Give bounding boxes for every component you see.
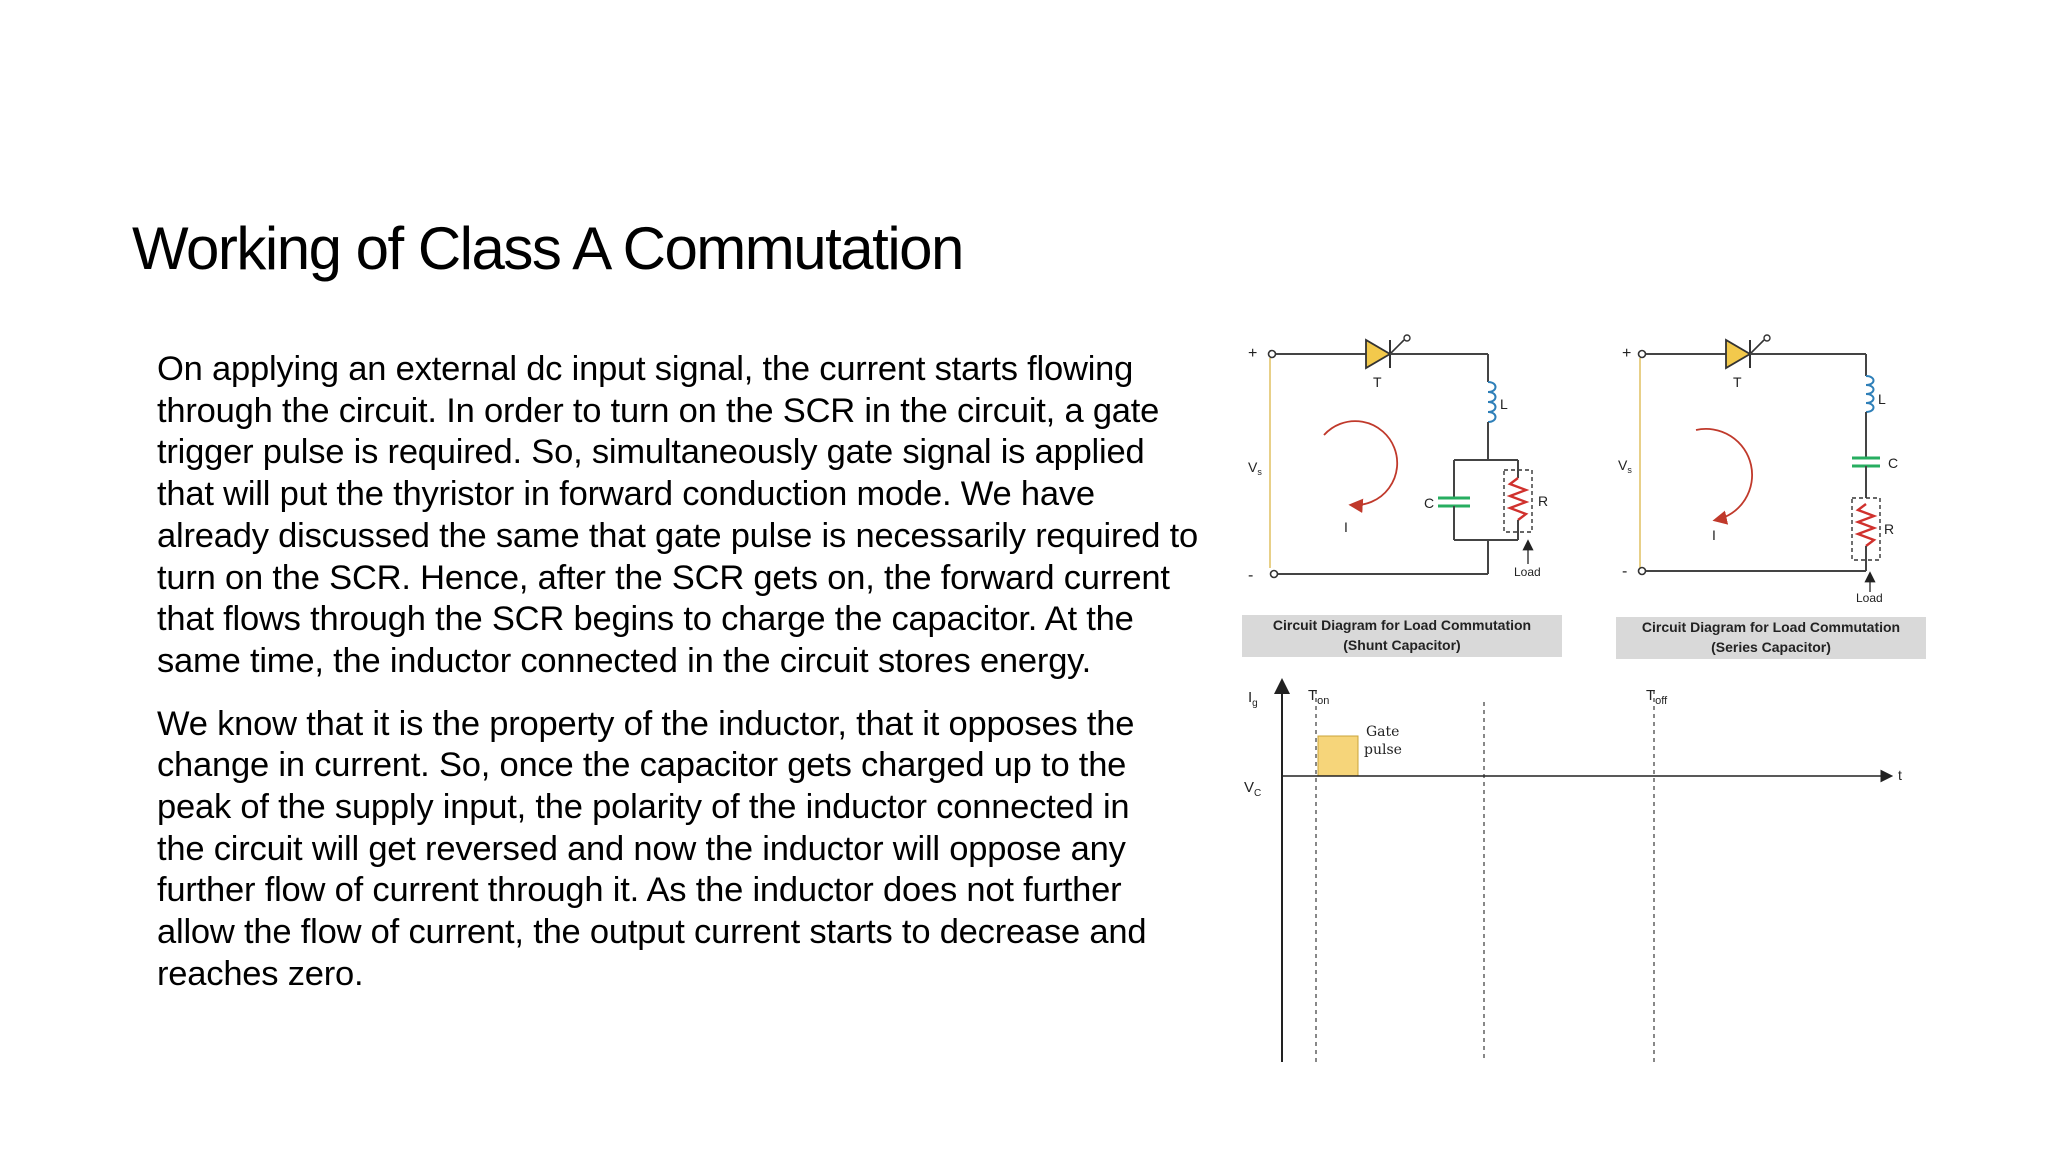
t-label: T xyxy=(1733,374,1742,390)
thyristor-symbol xyxy=(1726,340,1750,368)
resistor-symbol xyxy=(1858,504,1874,546)
terminal-plus xyxy=(1639,351,1646,358)
text-line: reaches zero. xyxy=(157,954,364,993)
gate-pulse xyxy=(1318,736,1358,776)
text-line: that will put the thyristor in forward conduction mode. We have xyxy=(157,475,1095,514)
text-line: through the circuit. In order to turn on the SCR in the circuit, a gate xyxy=(157,391,1160,430)
current-arrow xyxy=(1696,429,1752,520)
minus-label: - xyxy=(1622,563,1628,580)
text-line: peak of the supply input, the polarity of the inductor connected in xyxy=(157,788,1130,827)
shunt-caption-2: (Shunt Capacitor) xyxy=(1343,637,1461,653)
ig-label: $I_g$ xyxy=(1248,689,1258,709)
slide-title: Working of Class A Commutation xyxy=(132,215,963,282)
toff-label: $T_{off}$ xyxy=(1646,687,1668,707)
shunt-circuit-diagram xyxy=(1242,335,1562,657)
ton-label: $T_{on}$ xyxy=(1308,687,1330,707)
terminal-plus xyxy=(1269,351,1276,358)
waveform-diagram xyxy=(1244,682,1902,1062)
resistor-symbol xyxy=(1510,478,1526,520)
text-line: change in current. So, once the capacitor gets charged up to the xyxy=(157,746,1127,785)
commutation-figure xyxy=(1234,330,1934,1130)
series-caption-2: (Series Capacitor) xyxy=(1711,639,1831,655)
vs-label: $V_s$ xyxy=(1618,457,1632,475)
plus-label: + xyxy=(1248,345,1258,362)
r-label: R xyxy=(1538,493,1549,509)
t-label: T xyxy=(1373,374,1382,390)
text-line: that flows through the SCR begins to charge the capacitor. At the xyxy=(157,600,1134,639)
figure-svg xyxy=(1234,330,1934,1130)
terminal-minus xyxy=(1639,568,1646,575)
text-line: the circuit will get reversed and now the inductor will oppose any xyxy=(157,829,1126,868)
c-label: C xyxy=(1888,455,1899,471)
series-circuit-diagram xyxy=(1616,335,1926,659)
slide-body xyxy=(157,349,1237,1017)
thyristor-symbol xyxy=(1366,340,1390,368)
inductor-symbol xyxy=(1866,376,1874,412)
text-line: trigger pulse is required. So, simultaneously gate signal is applied xyxy=(157,433,1145,472)
text-line: same time, the inductor connected in the circuit stores energy. xyxy=(157,641,1092,680)
load-label: Load xyxy=(1514,565,1541,579)
current-arrow xyxy=(1324,421,1397,505)
shunt-caption-1: Circuit Diagram for Load Commutation xyxy=(1272,617,1532,633)
text-line: further flow of current through it. As the inductor does not further xyxy=(157,871,1122,910)
vs-label: $V_s$ xyxy=(1248,459,1262,477)
load-label: Load xyxy=(1856,591,1883,605)
terminal-minus xyxy=(1271,571,1278,578)
minus-label: - xyxy=(1248,567,1254,584)
text-line: On applying an external dc input signal, the current starts flowing xyxy=(157,350,1134,388)
text-line: turn on the SCR. Hence, after the SCR gets on, the forward current xyxy=(157,558,1170,597)
series-caption-1: Circuit Diagram for Load Commutation xyxy=(1641,619,1901,635)
paragraph-1 xyxy=(157,349,1237,683)
gate-terminal xyxy=(1404,335,1410,341)
gate-label-2: pulse xyxy=(1364,742,1402,758)
paragraph-2 xyxy=(157,704,1237,996)
text-line: We know that it is the property of the inductor, that it opposes the xyxy=(157,704,1135,743)
i-label: I xyxy=(1712,527,1716,543)
text-line: already discussed the same that gate pulse is necessarily required to xyxy=(157,516,1198,555)
gate-terminal xyxy=(1764,335,1770,341)
l-label: L xyxy=(1878,391,1886,407)
gate-label-1: Gate xyxy=(1366,724,1400,740)
l-label: L xyxy=(1500,396,1508,412)
gate-lead xyxy=(1750,340,1764,354)
t-axis-label: t xyxy=(1898,767,1902,783)
i-label: I xyxy=(1344,519,1348,535)
vc-label: $V_C$ xyxy=(1244,779,1262,799)
r-label: R xyxy=(1884,521,1895,537)
c-label: C xyxy=(1424,495,1435,511)
plus-label: + xyxy=(1622,345,1632,362)
text-line: allow the flow of current, the output current starts to decrease and xyxy=(157,913,1147,952)
inductor-symbol xyxy=(1488,382,1496,422)
gate-lead xyxy=(1390,340,1404,354)
